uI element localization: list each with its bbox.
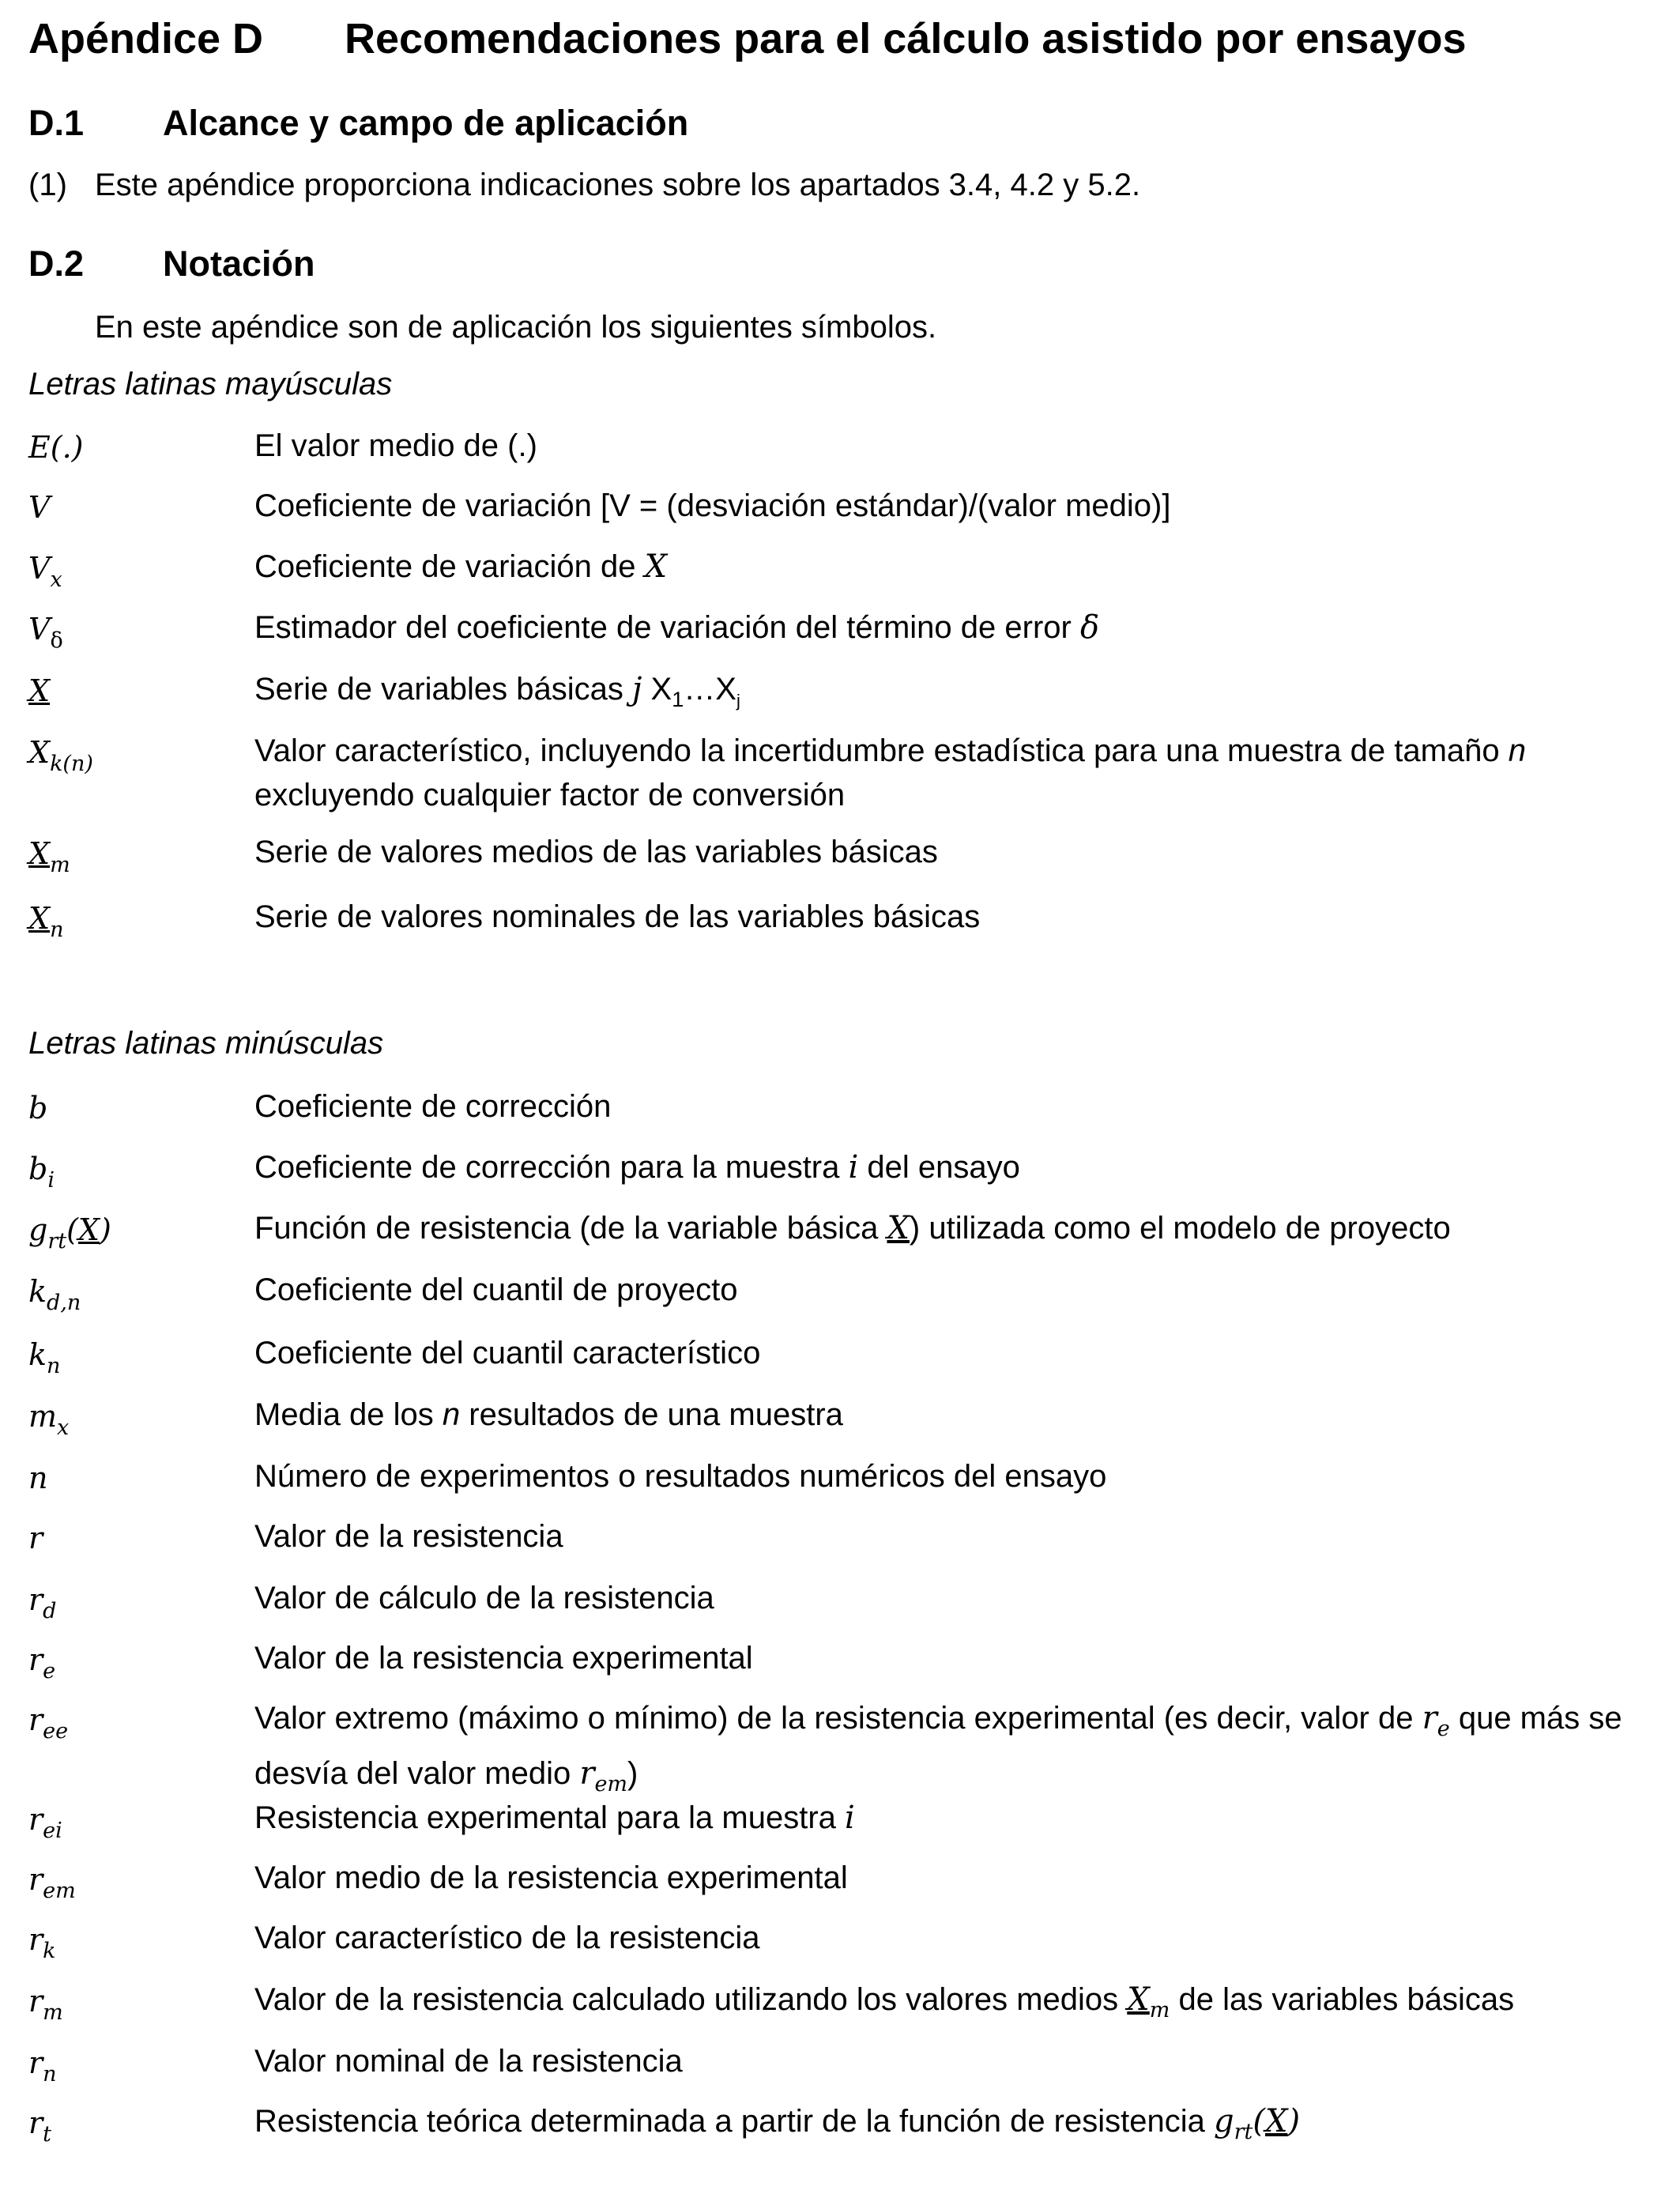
symbol-description: Serie de valores nominales de las variables básicas xyxy=(254,899,981,934)
symbol-description: Número de experimentos o resultados numéricos del ensayo xyxy=(254,1459,1107,1494)
symbol-description: Valor extremo (máximo o mínimo) de la resistencia experimental (es decir, valor de $r_e$ que más se desvía del valor medio $r_{em}$) xyxy=(254,1700,1622,1796)
section-title: Alcance y campo de aplicación xyxy=(163,103,689,143)
section-heading-d2 xyxy=(28,243,315,285)
symbol: $m_x$ xyxy=(28,1399,70,1440)
symbol: $V_x$ xyxy=(28,551,62,592)
symbol: $r_t$ xyxy=(28,2105,52,2147)
symbol: $r_{ee}$ xyxy=(28,1702,69,1744)
symbol-description: Función de resistencia (de la variable básica X) utilizada como el modelo de proyecto xyxy=(254,1210,1451,1246)
symbol-description: Valor medio de la resistencia experimental xyxy=(254,1860,848,1895)
section-heading-d1 xyxy=(28,103,688,144)
symbol-description: Valor de la resistencia calculado utilizando los valores medios $X_m$ de las variables básicas xyxy=(254,1981,1515,2022)
symbol: E(.) xyxy=(28,430,84,465)
symbol: $r_{em}$ xyxy=(28,1862,76,1903)
section-title: Notación xyxy=(163,243,315,284)
symbol-description: Valor de la resistencia experimental xyxy=(254,1641,753,1676)
symbol-description: Valor nominal de la resistencia xyxy=(254,2044,683,2079)
symbol: b xyxy=(28,1091,48,1125)
symbol: V xyxy=(28,490,51,525)
symbol-description: Valor característico, incluyendo la incertidumbre estadística para una muestra de tamaño n excluyendo cualquier factor de conversión xyxy=(254,733,1526,812)
symbol: $V_\delta$ xyxy=(28,612,63,653)
symbol: $k_{d,n}$ xyxy=(28,1274,81,1315)
notation-intro: En este apéndice son de aplicación los siguientes símbolos. xyxy=(95,310,937,345)
scope-paragraph xyxy=(28,168,1140,203)
symbol: $k_n$ xyxy=(28,1337,61,1378)
symbol-description: Valor de la resistencia xyxy=(254,1519,563,1554)
symbol: $X_m$ xyxy=(28,836,70,877)
symbol: $b_i$ xyxy=(28,1152,55,1193)
symbol: $r_n$ xyxy=(28,2045,57,2087)
symbol-description: Estimador del coeficiente de variación del término de error δ xyxy=(254,609,1100,646)
symbol-description: El valor medio de (.) xyxy=(254,428,537,463)
symbol-description: Resistencia experimental para la muestra i xyxy=(254,1800,855,1836)
symbol-description: Serie de variables básicas j $X_1\dots X_j$ xyxy=(254,671,740,711)
paragraph-text: Este apéndice proporciona indicaciones sobre los apartados 3.4, 4.2 y 5.2. xyxy=(95,168,1141,202)
symbol-description: Coeficiente del cuantil de proyecto xyxy=(254,1272,738,1307)
section-number: D.2 xyxy=(28,243,85,284)
symbol-description: Resistencia teórica determinada a partir de la función de resistencia $g_{rt}(X)$ xyxy=(254,2103,1301,2144)
symbol: $g_{rt}(X)$ xyxy=(28,1212,111,1253)
symbol-description: Valor característico de la resistencia xyxy=(254,1921,760,1955)
symbol: $r_m$ xyxy=(28,1984,63,2025)
symbol: $r_e$ xyxy=(28,1642,56,1683)
symbol: n xyxy=(28,1461,48,1495)
symbol-description: Coeficiente del cuantil característico xyxy=(254,1336,761,1370)
symbol-description: Media de los n resultados de una muestra xyxy=(254,1397,843,1432)
symbol-description: Coeficiente de corrección para la muestra i del ensayo xyxy=(254,1149,1020,1186)
symbol-description: Serie de valores medios de las variables básicas xyxy=(254,835,938,869)
symbol: $X_n$ xyxy=(28,901,64,942)
section-number: D.1 xyxy=(28,103,85,143)
symbol-description: Valor de cálculo de la resistencia xyxy=(254,1581,714,1615)
appendix-heading xyxy=(28,14,1467,63)
symbol: $r_k$ xyxy=(28,1922,56,1963)
symbol: $r_{ei}$ xyxy=(28,1802,62,1843)
symbol: r xyxy=(28,1521,43,1555)
appendix-label: Apéndice D xyxy=(28,15,264,62)
symbol: $r_d$ xyxy=(28,1582,57,1623)
symbol-group-title: Letras latinas minúsculas xyxy=(28,1026,384,1061)
symbol-group-title: Letras latinas mayúsculas xyxy=(28,367,393,401)
paragraph-number: (1) xyxy=(28,168,67,202)
symbol-description: Coeficiente de variación [V = (desviación estándar)/(valor medio)] xyxy=(254,488,1171,523)
symbol-description: Coeficiente de corrección xyxy=(254,1089,612,1124)
symbol-description: Coeficiente de variación de X xyxy=(254,548,668,585)
symbol: $X_{k(n)}$ xyxy=(28,735,93,776)
appendix-title: Recomendaciones para el cálculo asistido por ensayos xyxy=(345,15,1467,62)
symbol: X xyxy=(28,673,51,708)
